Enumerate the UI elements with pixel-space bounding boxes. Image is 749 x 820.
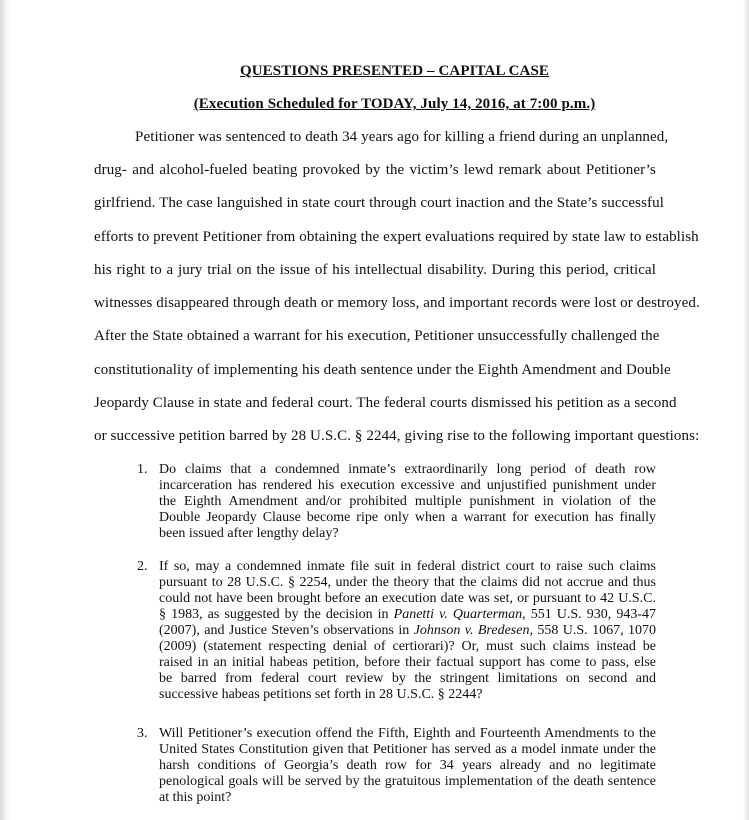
question-line-text: (2007), and Justice Steven’s observations in [159, 623, 410, 638]
question-line: be barred from federal court review by the stringent limitations on second and [159, 671, 656, 686]
question-line: (2009) (statement respecting denial of certiorari)? Or, must such claims instead be [159, 639, 656, 654]
question-line: Double Jeopardy Clause become ripe only when a warrant for execution has finally [159, 510, 656, 525]
question-line: at this point? [159, 790, 232, 805]
citation-reporter: , 551 U.S. 930, 943-47 [522, 607, 656, 622]
question-line: pursuant to 28 U.S.C. § 2254, under the theory that the claims did not accrue and thus [159, 575, 656, 590]
case-citation: Panetti v. Quarterman [393, 607, 523, 622]
intro-line: Petitioner was sentenced to death 34 years ago for killing a friend during an unplanned, [135, 129, 669, 145]
question-line: harsh conditions of Georgia’s death row for 34 years already and no legitimate [159, 758, 656, 773]
intro-line: his right to a jury trial on the issue of his intellectual disability. During this period, critical [94, 262, 656, 278]
intro-line: constitutionality of implementing his death sentence under the Eighth Amendment and Double [94, 362, 671, 378]
citation-reporter: , 558 U.S. 1067, 1070 [529, 623, 656, 638]
intro-line: witnesses disappeared through death or memory loss, and important records were lost or destroyed. [94, 295, 700, 311]
intro-line: efforts to prevent Petitioner from obtaining the expert evaluations required by state law to establish [94, 229, 699, 245]
page-left-edge-shadow [0, 0, 10, 820]
intro-line: drug- and alcohol-fueled beating provoked by the victim’s lewd remark about Petitioner’s [94, 162, 656, 178]
question-line: successive habeas petitions set forth in 28 U.S.C. § 2244? [159, 687, 483, 702]
document-subtitle: (Execution Scheduled for TODAY, July 14, 2016, at 7:00 p.m.) [193, 96, 596, 112]
question-line: the Eighth Amendment and/or prohibited multiple punishment in violation of the [159, 494, 656, 509]
question-line: raised in an initial habeas petition, before their factual support has come to pass, else [159, 655, 656, 670]
question-number: 3. [137, 726, 148, 741]
question-line: United States Constitution given that Petitioner has served as a model inmate under the [159, 742, 656, 757]
intro-line: After the State obtained a warrant for his execution, Petitioner unsuccessfully challenged the [94, 328, 660, 344]
case-citation: Johnson v. Bredesen [413, 623, 530, 638]
intro-line: girlfriend. The case languished in state court through court inaction and the State’s successful [94, 195, 664, 211]
question-line-with-citation [159, 607, 656, 623]
question-number: 2. [137, 559, 148, 574]
intro-line: Jeopardy Clause in state and federal court. The federal courts dismissed his petition as a second [94, 395, 677, 411]
page-right-edge-shadow [743, 0, 749, 820]
question-line: penological goals will be served by the gratuitous implementation of the death sentence [159, 774, 656, 789]
question-line: Will Petitioner’s execution offend the Fifth, Eighth and Fourteenth Amendments to the [159, 726, 656, 741]
document-title: QUESTIONS PRESENTED – CAPITAL CASE [239, 63, 550, 79]
question-line-text: § 1983, as suggested by the decision in [159, 607, 389, 622]
question-number: 1. [137, 462, 148, 477]
question-line: If so, may a condemned inmate file suit in federal district court to raise such claims [159, 559, 656, 574]
question-line: Do claims that a condemned inmate’s extraordinarily long period of death row [159, 462, 656, 477]
question-line-with-citation [159, 623, 656, 639]
question-line: incarceration has rendered his execution excessive and unjustified punishment under [159, 478, 656, 493]
question-line: been issued after lengthy delay? [159, 526, 339, 541]
question-line: could not have been brought before an execution date was set, or pursuant to 42 U.S.C. [159, 591, 656, 606]
intro-line: or successive petition barred by 28 U.S.C. § 2244, giving rise to the following important questions: [94, 428, 700, 444]
